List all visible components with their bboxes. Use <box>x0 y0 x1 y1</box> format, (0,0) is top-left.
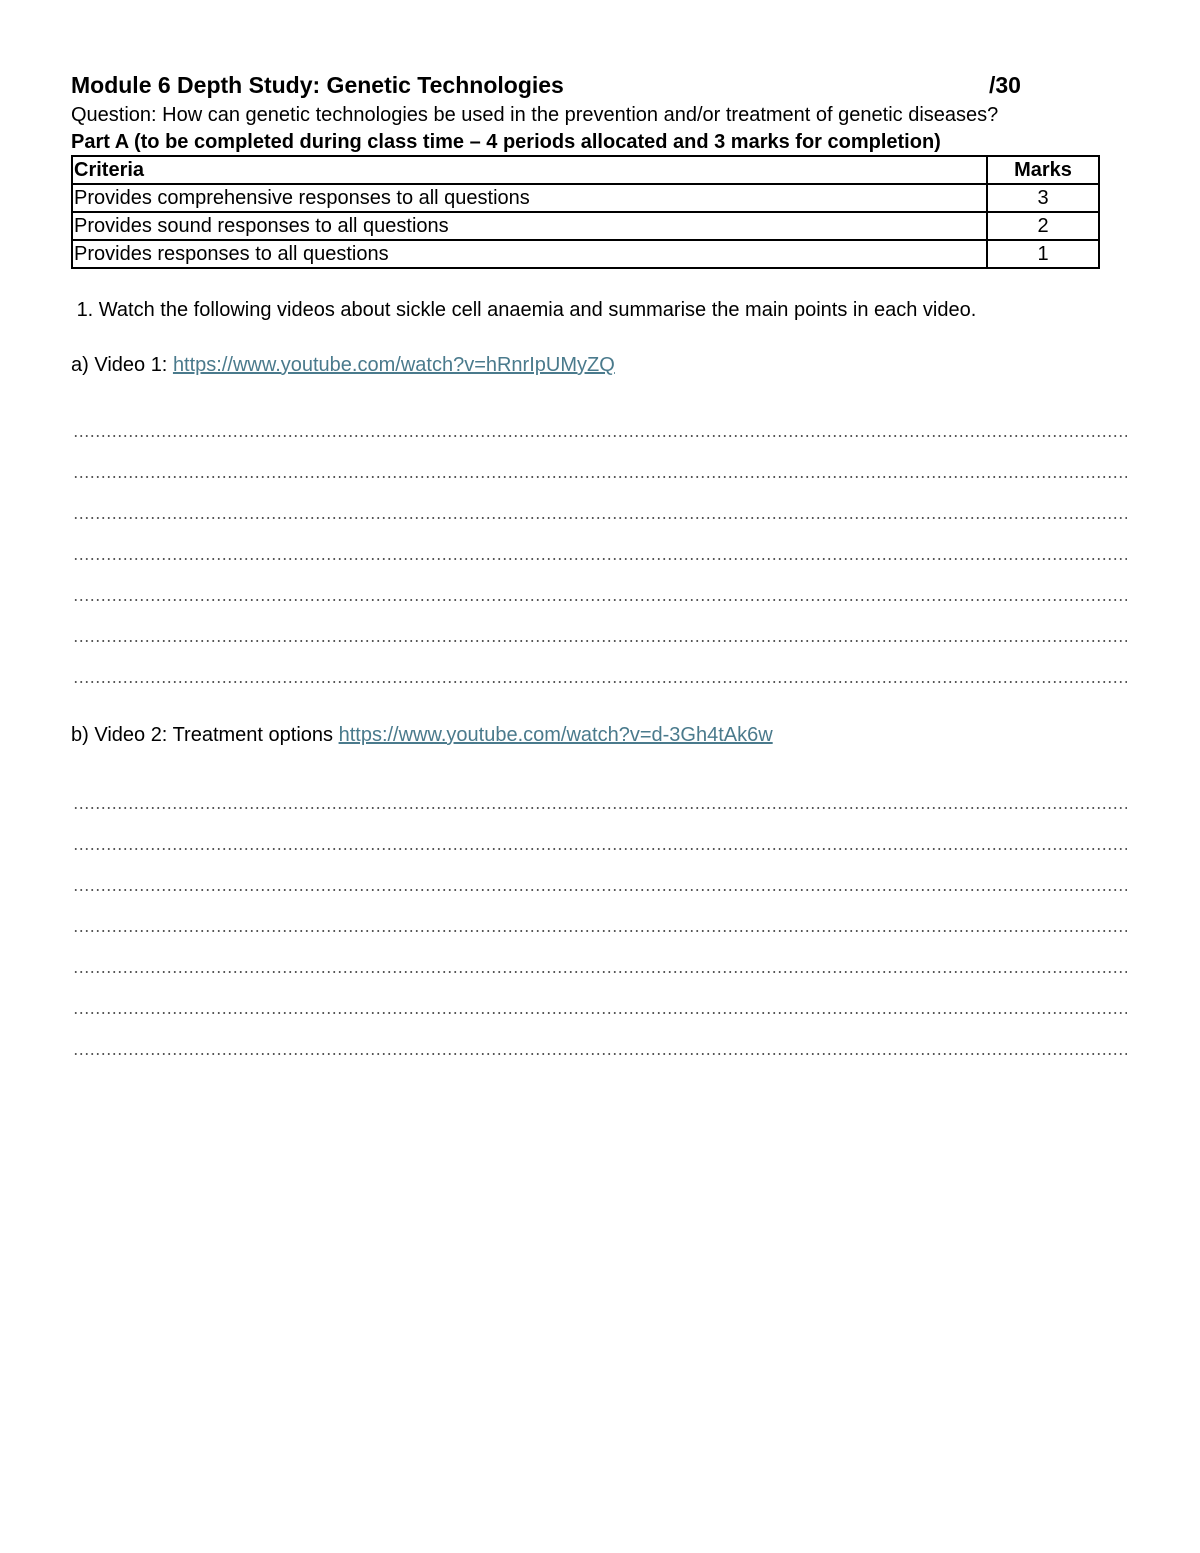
criteria-cell: Provides sound responses to all questions <box>72 212 987 240</box>
table-row <box>72 240 1099 268</box>
marks-header: Marks <box>987 156 1099 184</box>
video-2-line <box>71 722 1131 749</box>
answer-line <box>71 951 1131 992</box>
worksheet-page <box>71 68 1131 1074</box>
marks-cell: 3 <box>987 184 1099 212</box>
marking-criteria-table <box>71 155 1100 269</box>
marks-cell: 1 <box>987 240 1099 268</box>
header <box>71 68 1131 104</box>
answer-line <box>71 910 1131 951</box>
answer-line <box>71 538 1131 579</box>
answer-line <box>71 579 1131 620</box>
video-1-label: a) Video 1: <box>71 354 173 376</box>
answer-line <box>71 620 1131 661</box>
page-title: Module 6 Depth Study: Genetic Technologies <box>71 72 564 98</box>
answer-line <box>71 869 1131 910</box>
answer-line <box>71 787 1131 828</box>
criteria-cell: Provides comprehensive responses to all questions <box>72 184 987 212</box>
video-1-line <box>71 352 1131 379</box>
video-2-label: b) Video 2: Treatment options <box>71 724 339 746</box>
answer-line <box>71 1033 1131 1074</box>
table-row <box>72 212 1099 240</box>
answer-line <box>71 992 1131 1033</box>
total-marks: /30 <box>989 72 1021 98</box>
part-a-heading: Part A (to be completed during class time – 4 periods allocated and 3 marks for completion) <box>71 131 941 153</box>
table-row <box>72 184 1099 212</box>
video-2-link[interactable]: https://www.youtube.com/watch?v=d-3Gh4tAk6w <box>338 724 773 746</box>
video-1-link[interactable]: https://www.youtube.com/watch?v=hRnrIpUMyZQ <box>172 354 615 376</box>
criteria-cell: Provides responses to all questions <box>72 240 987 268</box>
answer-line <box>71 415 1131 456</box>
answer-line <box>71 497 1131 538</box>
criteria-header: Criteria <box>72 156 987 184</box>
table-header-row <box>72 156 1099 184</box>
marks-cell: 2 <box>987 212 1099 240</box>
inquiry-question: Question: How can genetic technologies be used in the prevention and/or treatment of genetic diseases? <box>71 104 999 126</box>
instruction-1 <box>71 297 1081 324</box>
instruction-text: 1. Watch the following videos about sickle cell anaemia and summarise the main points in each video. <box>76 299 977 321</box>
answer-line <box>71 661 1131 702</box>
video-1-answer-area[interactable] <box>71 415 1131 702</box>
answer-line <box>71 828 1131 869</box>
video-2-answer-area[interactable] <box>71 787 1131 1074</box>
answer-line <box>71 456 1131 497</box>
